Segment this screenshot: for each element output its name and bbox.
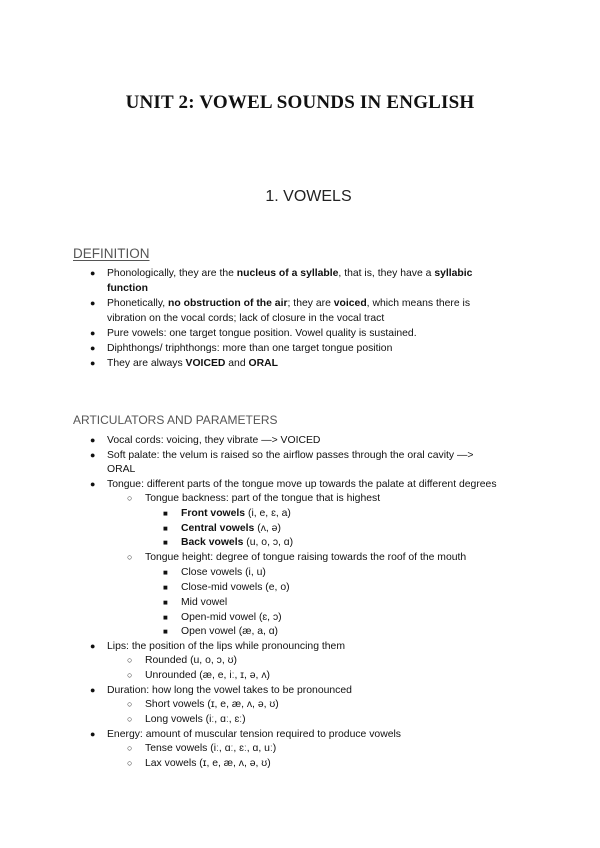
list-item: Open vowel (æ, a, ɑ) xyxy=(181,626,279,637)
list-item: Tongue height: degree of tongue raising towards the roof of the mouth xyxy=(145,552,467,563)
list-item: Rounded (u, o, ɔ, ʊ) xyxy=(145,655,237,666)
list-item: Back vowels (u, o, ɔ, ɑ) xyxy=(181,537,294,548)
square-bullet-icon: ■ xyxy=(163,598,168,607)
list-item: Lips: the position of the lips while pronouncing them xyxy=(107,641,345,652)
bullet-icon: ● xyxy=(90,435,96,445)
circle-bullet-icon: ○ xyxy=(127,743,133,753)
section-heading-vowels: 1. VOWELS xyxy=(265,188,352,205)
circle-bullet-icon: ○ xyxy=(127,670,133,680)
list-item: Unrounded (æ, e, iː, ɪ, ə, ʌ) xyxy=(145,670,270,681)
list-item: Front vowels (i, e, ɛ, a) xyxy=(181,508,291,519)
bullet-icon: ● xyxy=(90,685,96,695)
square-bullet-icon: ■ xyxy=(163,613,168,622)
list-item: Lax vowels (ɪ, e, æ, ʌ, ə, ʊ) xyxy=(145,758,271,769)
square-bullet-icon: ■ xyxy=(163,583,168,592)
bullet-icon: ● xyxy=(90,641,96,651)
bullet-icon: ● xyxy=(90,298,96,308)
list-item: Open-mid vowel (ɛ, ɔ) xyxy=(181,612,282,623)
circle-bullet-icon: ○ xyxy=(127,493,133,503)
document-title: UNIT 2: VOWEL SOUNDS IN ENGLISH xyxy=(125,92,475,113)
square-bullet-icon: ■ xyxy=(163,568,168,577)
list-item: Energy: amount of muscular tension required to produce vowels xyxy=(107,729,401,740)
definition-heading: DEFINITION xyxy=(73,246,150,261)
articulators-heading: ARTICULATORS AND PARAMETERS xyxy=(73,413,278,427)
list-item: Vocal cords: voicing, they vibrate —> VOICED xyxy=(107,435,321,446)
list-item: Close vowels (i, u) xyxy=(181,567,266,578)
list-item: Tense vowels (iː, ɑː, ɛː, ɑ, uː) xyxy=(145,743,277,754)
list-item: Tongue: different parts of the tongue move up towards the palate at different degrees xyxy=(107,479,497,490)
bullet-icon: ● xyxy=(90,358,96,368)
circle-bullet-icon: ○ xyxy=(127,758,133,768)
list-item: Phonologically, they are the nucleus of a syllable, that is, they have a syllabic xyxy=(107,268,473,279)
square-bullet-icon: ■ xyxy=(163,538,168,547)
square-bullet-icon: ■ xyxy=(163,524,168,533)
list-item: Duration: how long the vowel takes to be pronounced xyxy=(107,685,352,696)
list-item: Soft palate: the velum is raised so the airflow passes through the oral cavity —> xyxy=(107,450,474,461)
list-item: Long vowels (iː, ɑː, ɛː) xyxy=(145,714,246,725)
bullet-icon: ● xyxy=(90,450,96,460)
list-item: Diphthongs/ triphthongs: more than one target tongue position xyxy=(107,343,393,354)
circle-bullet-icon: ○ xyxy=(127,714,133,724)
bullet-icon: ● xyxy=(90,729,96,739)
bullet-icon: ● xyxy=(90,328,96,338)
circle-bullet-icon: ○ xyxy=(127,699,133,709)
list-item: Mid vowel xyxy=(181,597,228,608)
bullet-icon: ● xyxy=(90,479,96,489)
list-item: Central vowels (ʌ, ə) xyxy=(181,523,281,534)
list-item: Short vowels (ɪ, e, æ, ʌ, ə, ʊ) xyxy=(145,699,279,710)
list-item: Phonetically, no obstruction of the air; they are voiced, which means there is xyxy=(107,298,471,309)
list-item-continuation: vibration on the vocal cords; lack of closure in the vocal tract xyxy=(107,313,385,324)
circle-bullet-icon: ○ xyxy=(127,655,133,665)
circle-bullet-icon: ○ xyxy=(127,552,133,562)
list-item: Close-mid vowels (e, o) xyxy=(181,582,290,593)
list-item: Tongue backness: part of the tongue that is highest xyxy=(145,493,381,504)
list-item: They are always VOICED and ORAL xyxy=(107,358,278,369)
square-bullet-icon: ■ xyxy=(163,627,168,636)
list-item-continuation: function xyxy=(107,283,148,294)
square-bullet-icon: ■ xyxy=(163,509,168,518)
bullet-icon: ● xyxy=(90,268,96,278)
list-item: Pure vowels: one target tongue position. Vowel quality is sustained. xyxy=(107,328,417,339)
list-item-continuation: ORAL xyxy=(107,464,136,475)
bullet-icon: ● xyxy=(90,343,96,353)
